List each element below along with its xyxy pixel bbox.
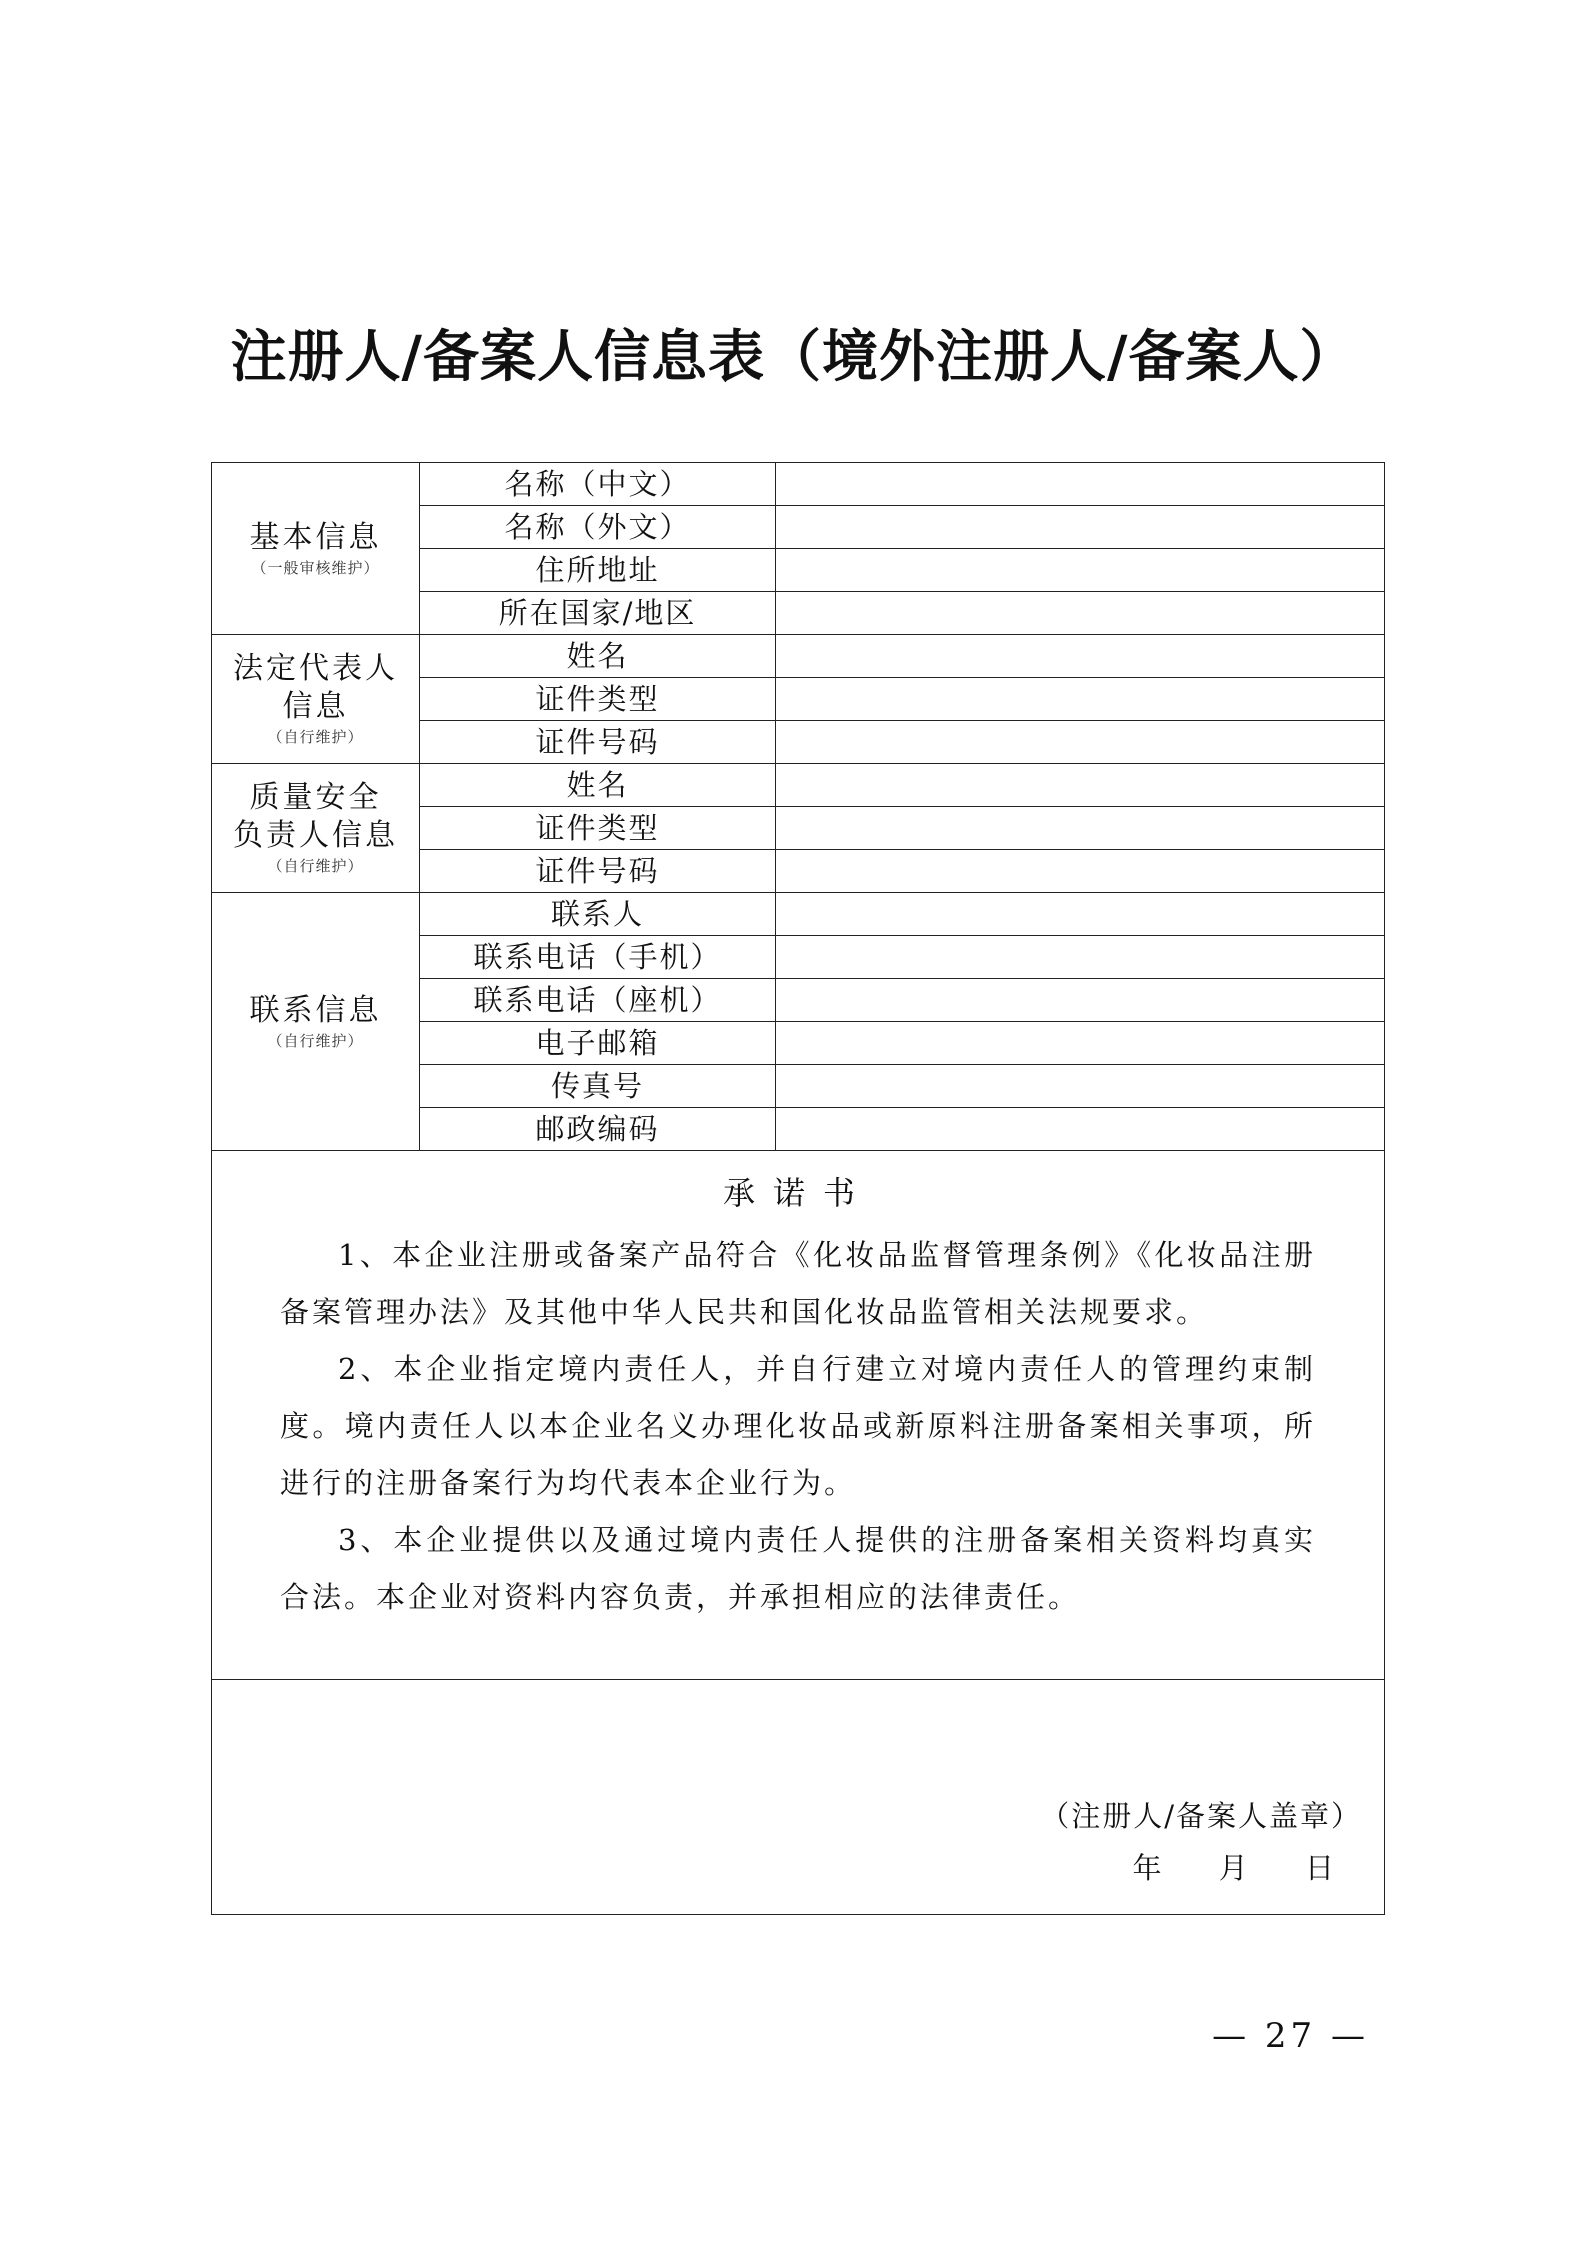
field-label: 联系电话（手机） bbox=[420, 936, 776, 979]
commitment-title: 承诺书 bbox=[722, 1174, 873, 1212]
field-label: 名称（外文） bbox=[420, 506, 776, 549]
date-line bbox=[212, 1846, 1336, 1890]
field-label: 姓名 bbox=[420, 764, 776, 807]
group-contact-info bbox=[212, 893, 420, 1151]
field-label: 电子邮箱 bbox=[420, 1022, 776, 1065]
registrant-info-table bbox=[211, 462, 1385, 1915]
legal-rep-id-number-value-cell[interactable] bbox=[776, 721, 1385, 764]
table-row bbox=[212, 463, 1385, 506]
table-row bbox=[212, 764, 1385, 807]
fax-value-cell[interactable] bbox=[776, 1065, 1385, 1108]
field-label: 邮政编码 bbox=[420, 1108, 776, 1151]
legal-rep-id-type-value-cell[interactable] bbox=[776, 678, 1385, 721]
table-row bbox=[212, 1151, 1385, 1680]
group-note: （一般审核维护） bbox=[251, 558, 380, 577]
mobile-phone-value-cell[interactable] bbox=[776, 936, 1385, 979]
field-label: 证件号码 bbox=[420, 721, 776, 764]
field-label: 名称（中文） bbox=[420, 463, 776, 506]
legal-rep-name-value-cell[interactable] bbox=[776, 635, 1385, 678]
field-label: 证件类型 bbox=[420, 807, 776, 850]
group-label-line1: 法定代表人 bbox=[233, 651, 398, 686]
page-number: — 27 — bbox=[1212, 2016, 1369, 2056]
commitment-item-1: 1、本企业注册或备案产品符合《化妆品监督管理条例》《化妆品注册备案管理办法》及其他中华人民共和国化妆品监管相关法规要求。 bbox=[280, 1238, 1316, 1329]
landline-phone-value-cell[interactable] bbox=[776, 979, 1385, 1022]
page-title: 注册人/备案人信息表（境外注册人/备案人） bbox=[230, 325, 1357, 390]
group-label: 联系信息 bbox=[249, 992, 382, 1028]
name-cn-value-cell[interactable] bbox=[776, 463, 1385, 506]
group-note: （自行维护） bbox=[267, 857, 364, 875]
field-label: 证件号码 bbox=[420, 850, 776, 893]
commitment-item-2: 2、本企业指定境内责任人，并自行建立对境内责任人的管理约束制度。境内责任人以本企业名义办理化妆品或新原料注册备案相关事项，所进行的注册备案行为均代表本企业行为。 bbox=[280, 1352, 1316, 1500]
email-value-cell[interactable] bbox=[776, 1022, 1385, 1065]
table-row bbox=[212, 893, 1385, 936]
table-row bbox=[212, 1680, 1385, 1915]
field-label: 证件类型 bbox=[420, 678, 776, 721]
postal-code-value-cell[interactable] bbox=[776, 1108, 1385, 1151]
group-label-line1: 质量安全 bbox=[249, 780, 382, 815]
field-label: 所在国家/地区 bbox=[420, 592, 776, 635]
address-value-cell[interactable] bbox=[776, 549, 1385, 592]
day-label: 日 bbox=[1304, 1851, 1336, 1885]
seal-label: （注册人/备案人盖章） bbox=[1040, 1799, 1362, 1833]
commitment-item-3: 3、本企业提供以及通过境内责任人提供的注册备案相关资料均真实合法。本企业对资料内容负责，并承担相应的法律责任。 bbox=[280, 1523, 1316, 1614]
group-label-line2: 负责人信息 bbox=[233, 818, 398, 853]
group-legal-representative bbox=[212, 635, 420, 764]
field-label: 姓名 bbox=[420, 635, 776, 678]
table-row bbox=[212, 635, 1385, 678]
qs-officer-id-type-value-cell[interactable] bbox=[776, 807, 1385, 850]
commitment-letter bbox=[212, 1151, 1385, 1680]
group-note: （自行维护） bbox=[267, 728, 364, 746]
field-label: 联系电话（座机） bbox=[420, 979, 776, 1022]
group-note: （自行维护） bbox=[267, 1031, 364, 1050]
field-label: 传真号 bbox=[420, 1065, 776, 1108]
qs-officer-id-number-value-cell[interactable] bbox=[776, 850, 1385, 893]
contact-person-value-cell[interactable] bbox=[776, 893, 1385, 936]
group-label: 基本信息 bbox=[249, 519, 382, 555]
year-label: 年 bbox=[1132, 1851, 1164, 1885]
name-foreign-value-cell[interactable] bbox=[776, 506, 1385, 549]
group-basic-info bbox=[212, 463, 420, 635]
month-label: 月 bbox=[1218, 1851, 1250, 1885]
group-quality-safety-officer bbox=[212, 764, 420, 893]
field-label: 住所地址 bbox=[420, 549, 776, 592]
country-region-value-cell[interactable] bbox=[776, 592, 1385, 635]
qs-officer-name-value-cell[interactable] bbox=[776, 764, 1385, 807]
seal-area[interactable] bbox=[212, 1680, 1385, 1915]
field-label: 联系人 bbox=[420, 893, 776, 936]
group-label-line2: 信息 bbox=[282, 689, 349, 724]
